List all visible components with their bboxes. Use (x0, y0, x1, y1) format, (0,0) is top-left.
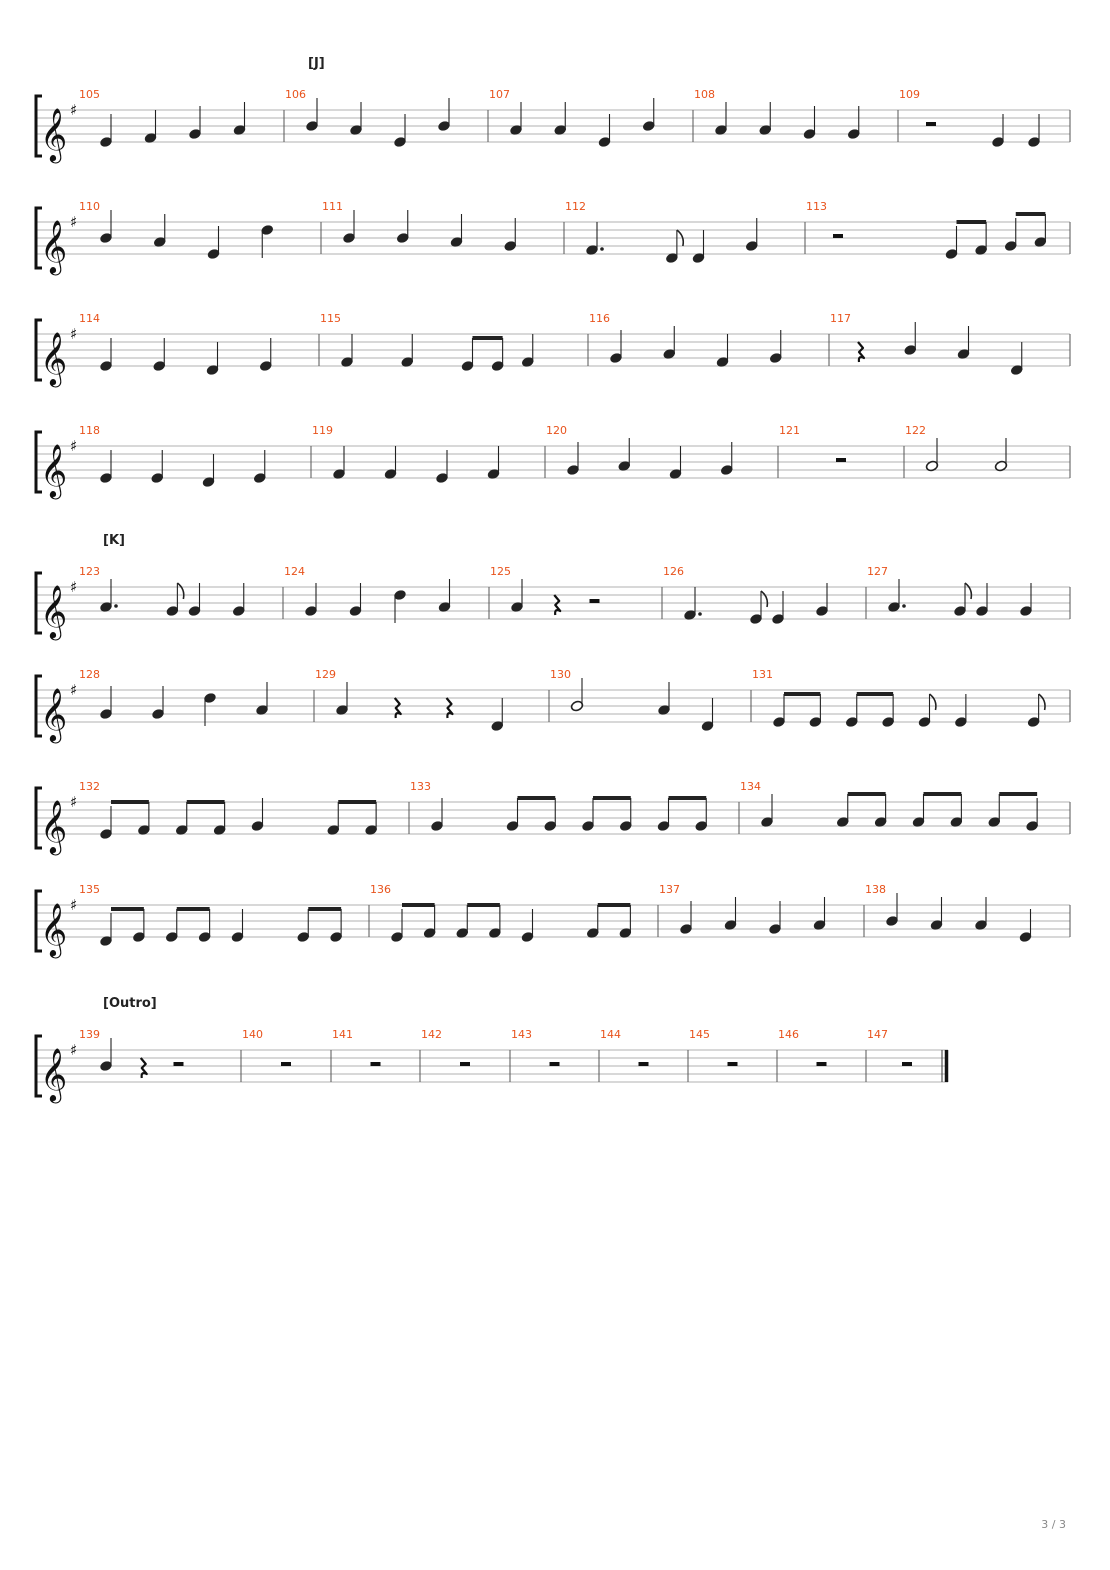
quarter-rest (447, 698, 453, 718)
eighth-flag (930, 694, 936, 710)
half-rest (926, 122, 936, 126)
key-signature-sharp: ♯ (70, 578, 78, 596)
key-signature-sharp: ♯ (70, 681, 78, 699)
half-rest (460, 1062, 470, 1066)
staff-system (36, 200, 1070, 275)
measure-number: 141 (332, 1028, 353, 1041)
section-label: [J] (308, 56, 325, 71)
half-rest (817, 1062, 827, 1066)
measure-number: 115 (320, 312, 341, 325)
treble-clef-icon: 𝄞 (40, 1047, 68, 1101)
eighth-flag (177, 583, 183, 599)
key-signature-sharp: ♯ (70, 101, 78, 119)
quarter-rest (554, 595, 560, 615)
treble-clef-icon: 𝄞 (40, 687, 68, 741)
page-number: 3 / 3 (1041, 1518, 1066, 1531)
measure-number: 114 (79, 312, 100, 325)
measure-number: 133 (410, 780, 431, 793)
staff-system (36, 996, 948, 1103)
measure-number: 126 (663, 565, 684, 578)
staff-system (36, 312, 1070, 387)
half-rest (833, 234, 843, 238)
half-rest (281, 1062, 291, 1066)
measure-number: 117 (830, 312, 851, 325)
measure-number: 112 (565, 200, 586, 213)
key-signature-sharp: ♯ (70, 437, 78, 455)
treble-clef-icon: 𝄞 (40, 799, 68, 853)
staff-system (36, 668, 1070, 743)
augmentation-dot (114, 604, 118, 608)
measure-number: 132 (79, 780, 100, 793)
measure-number: 134 (740, 780, 761, 793)
measure-number: 123 (79, 565, 100, 578)
section-label: [Outro] (103, 996, 157, 1011)
measure-number: 129 (315, 668, 336, 681)
measure-number: 131 (752, 668, 773, 681)
half-rest (550, 1062, 560, 1066)
half-rest (590, 599, 600, 603)
measure-number: 146 (778, 1028, 799, 1041)
treble-clef-icon: 𝄞 (40, 107, 68, 161)
staff-system (36, 56, 1070, 163)
measure-number: 120 (546, 424, 567, 437)
half-rest (174, 1062, 184, 1066)
measure-number: 144 (600, 1028, 621, 1041)
measure-number: 145 (689, 1028, 710, 1041)
measure-number: 135 (79, 883, 100, 896)
measure-number: 147 (867, 1028, 888, 1041)
quarter-rest (395, 698, 401, 718)
treble-clef-icon: 𝄞 (40, 331, 68, 385)
quarter-rest (141, 1058, 147, 1078)
measure-number: 143 (511, 1028, 532, 1041)
augmentation-dot (698, 612, 702, 616)
augmentation-dot (600, 247, 604, 251)
staff-system (36, 533, 1070, 640)
treble-clef-icon: 𝄞 (40, 584, 68, 638)
measure-number: 105 (79, 88, 100, 101)
staff-system (36, 424, 1070, 499)
half-rest (639, 1062, 649, 1066)
measure-number: 127 (867, 565, 888, 578)
half-rest (902, 1062, 912, 1066)
measure-number: 106 (285, 88, 306, 101)
measure-number: 125 (490, 565, 511, 578)
eighth-flag (1039, 694, 1045, 710)
treble-clef-icon: 𝄞 (40, 219, 68, 273)
measure-number: 136 (370, 883, 391, 896)
eighth-flag (761, 591, 767, 607)
half-rest (836, 458, 846, 462)
treble-clef-icon: 𝄞 (40, 902, 68, 956)
measure-number: 139 (79, 1028, 100, 1041)
measure-number: 109 (899, 88, 920, 101)
half-rest (371, 1062, 381, 1066)
measure-number: 108 (694, 88, 715, 101)
measure-number: 111 (322, 200, 343, 213)
measure-number: 107 (489, 88, 510, 101)
key-signature-sharp: ♯ (70, 1041, 78, 1059)
staff-system (36, 780, 1070, 855)
key-signature-sharp: ♯ (70, 896, 78, 914)
measure-number: 122 (905, 424, 926, 437)
measure-number: 130 (550, 668, 571, 681)
measure-number: 137 (659, 883, 680, 896)
measure-number: 121 (779, 424, 800, 437)
measure-number: 119 (312, 424, 333, 437)
eighth-flag (965, 583, 971, 599)
key-signature-sharp: ♯ (70, 325, 78, 343)
half-rest (728, 1062, 738, 1066)
measure-number: 142 (421, 1028, 442, 1041)
measure-number: 116 (589, 312, 610, 325)
measure-number: 128 (79, 668, 100, 681)
key-signature-sharp: ♯ (70, 793, 78, 811)
key-signature-sharp: ♯ (70, 213, 78, 231)
measure-number: 110 (79, 200, 100, 213)
treble-clef-icon: 𝄞 (40, 443, 68, 497)
staff-system (36, 883, 1070, 958)
measure-number: 118 (79, 424, 100, 437)
quarter-rest (858, 342, 864, 362)
section-label: [K] (103, 533, 125, 548)
measure-number: 113 (806, 200, 827, 213)
augmentation-dot (902, 604, 906, 608)
measure-number: 140 (242, 1028, 263, 1041)
measure-number: 138 (865, 883, 886, 896)
measure-number: 124 (284, 565, 305, 578)
